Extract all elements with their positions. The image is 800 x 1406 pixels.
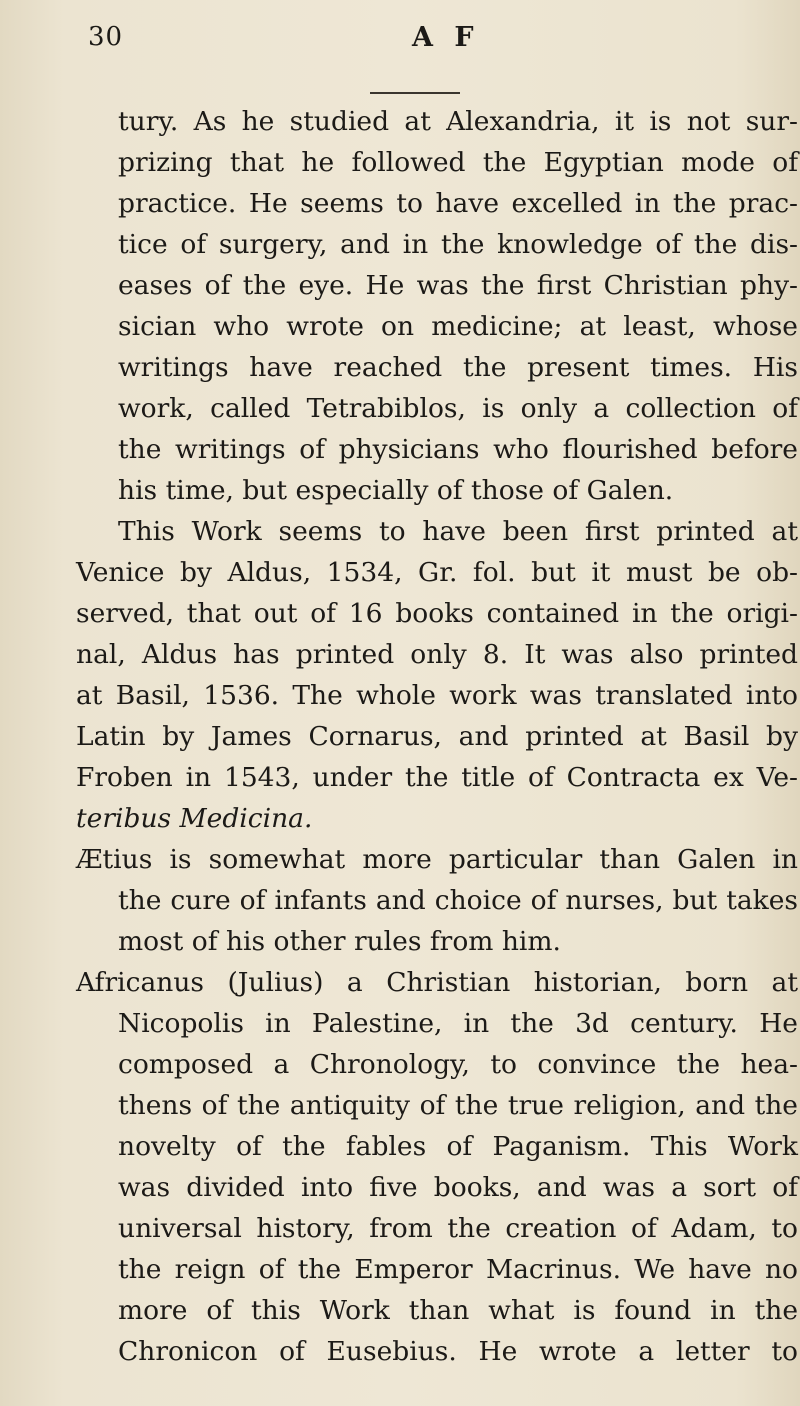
text-line: was divided into five books, and was a sort of (118, 1172, 798, 1203)
text-line: the writings of physicians who flourished before (118, 434, 798, 465)
text-line: the cure of infants and choice of nurses, but takes (118, 885, 798, 916)
text-line: at Basil, 1536. The whole work was translated into (76, 680, 798, 711)
text-line: Venice by Aldus, 1534, Gr. fol. but it must be ob- (76, 557, 798, 588)
entry-line-africanus: Africanus (Julius) a Christian historian, born at (76, 967, 798, 998)
running-head: A F (412, 22, 480, 53)
text-line: thens of the antiquity of the true religion, and the (118, 1090, 798, 1121)
text-line: practice. He seems to have excelled in the prac- (118, 188, 798, 219)
text-line: work, called Tetrabiblos, is only a collection of (118, 393, 798, 424)
text-line: the reign of the Emperor Macrinus. We have no (118, 1254, 798, 1285)
text-line: novelty of the fables of Paganism. This Work (118, 1131, 798, 1162)
text-line: more of this Work than what is found in the (118, 1295, 798, 1326)
text-line: Chronicon of Eusebius. He wrote a letter to (118, 1336, 798, 1367)
text-line: prizing that he followed the Egyptian mode of (118, 147, 798, 178)
text-line: composed a Chronology, to convince the hea- (118, 1049, 798, 1080)
page-number: 30 (88, 22, 124, 52)
header-rule (370, 92, 460, 94)
text-line: eases of the eye. He was the first Christian phy- (118, 270, 798, 301)
text-line: Latin by James Cornarus, and printed at Basil by (76, 721, 798, 752)
text-line: teribus Medicina. (76, 803, 313, 834)
entry-line-aetius: Ætius is somewhat more particular than Galen in (76, 844, 798, 875)
text-line: universal history, from the creation of Adam, to (118, 1213, 798, 1244)
text-line: most of his other rules from him. (118, 926, 561, 957)
text-line: tury. As he studied at Alexandria, it is not sur- (118, 106, 798, 137)
text-line: tice of surgery, and in the knowledge of the dis- (118, 229, 798, 260)
text-line: sician who wrote on medicine; at least, whose (118, 311, 798, 342)
page-header (0, 22, 800, 62)
text-line: Froben in 1543, under the title of Contracta ex Ve- (76, 762, 798, 793)
text-line: nal, Aldus has printed only 8. It was also printed (76, 639, 798, 670)
text-line: served, that out of 16 books contained in the origi- (76, 598, 798, 629)
text-line: his time, but especially of those of Galen. (118, 475, 674, 506)
text-line: Nicopolis in Palestine, in the 3d century. He (118, 1008, 798, 1039)
text-line: writings have reached the present times. His (118, 352, 798, 383)
text-line: This Work seems to have been first printed at (118, 516, 798, 547)
